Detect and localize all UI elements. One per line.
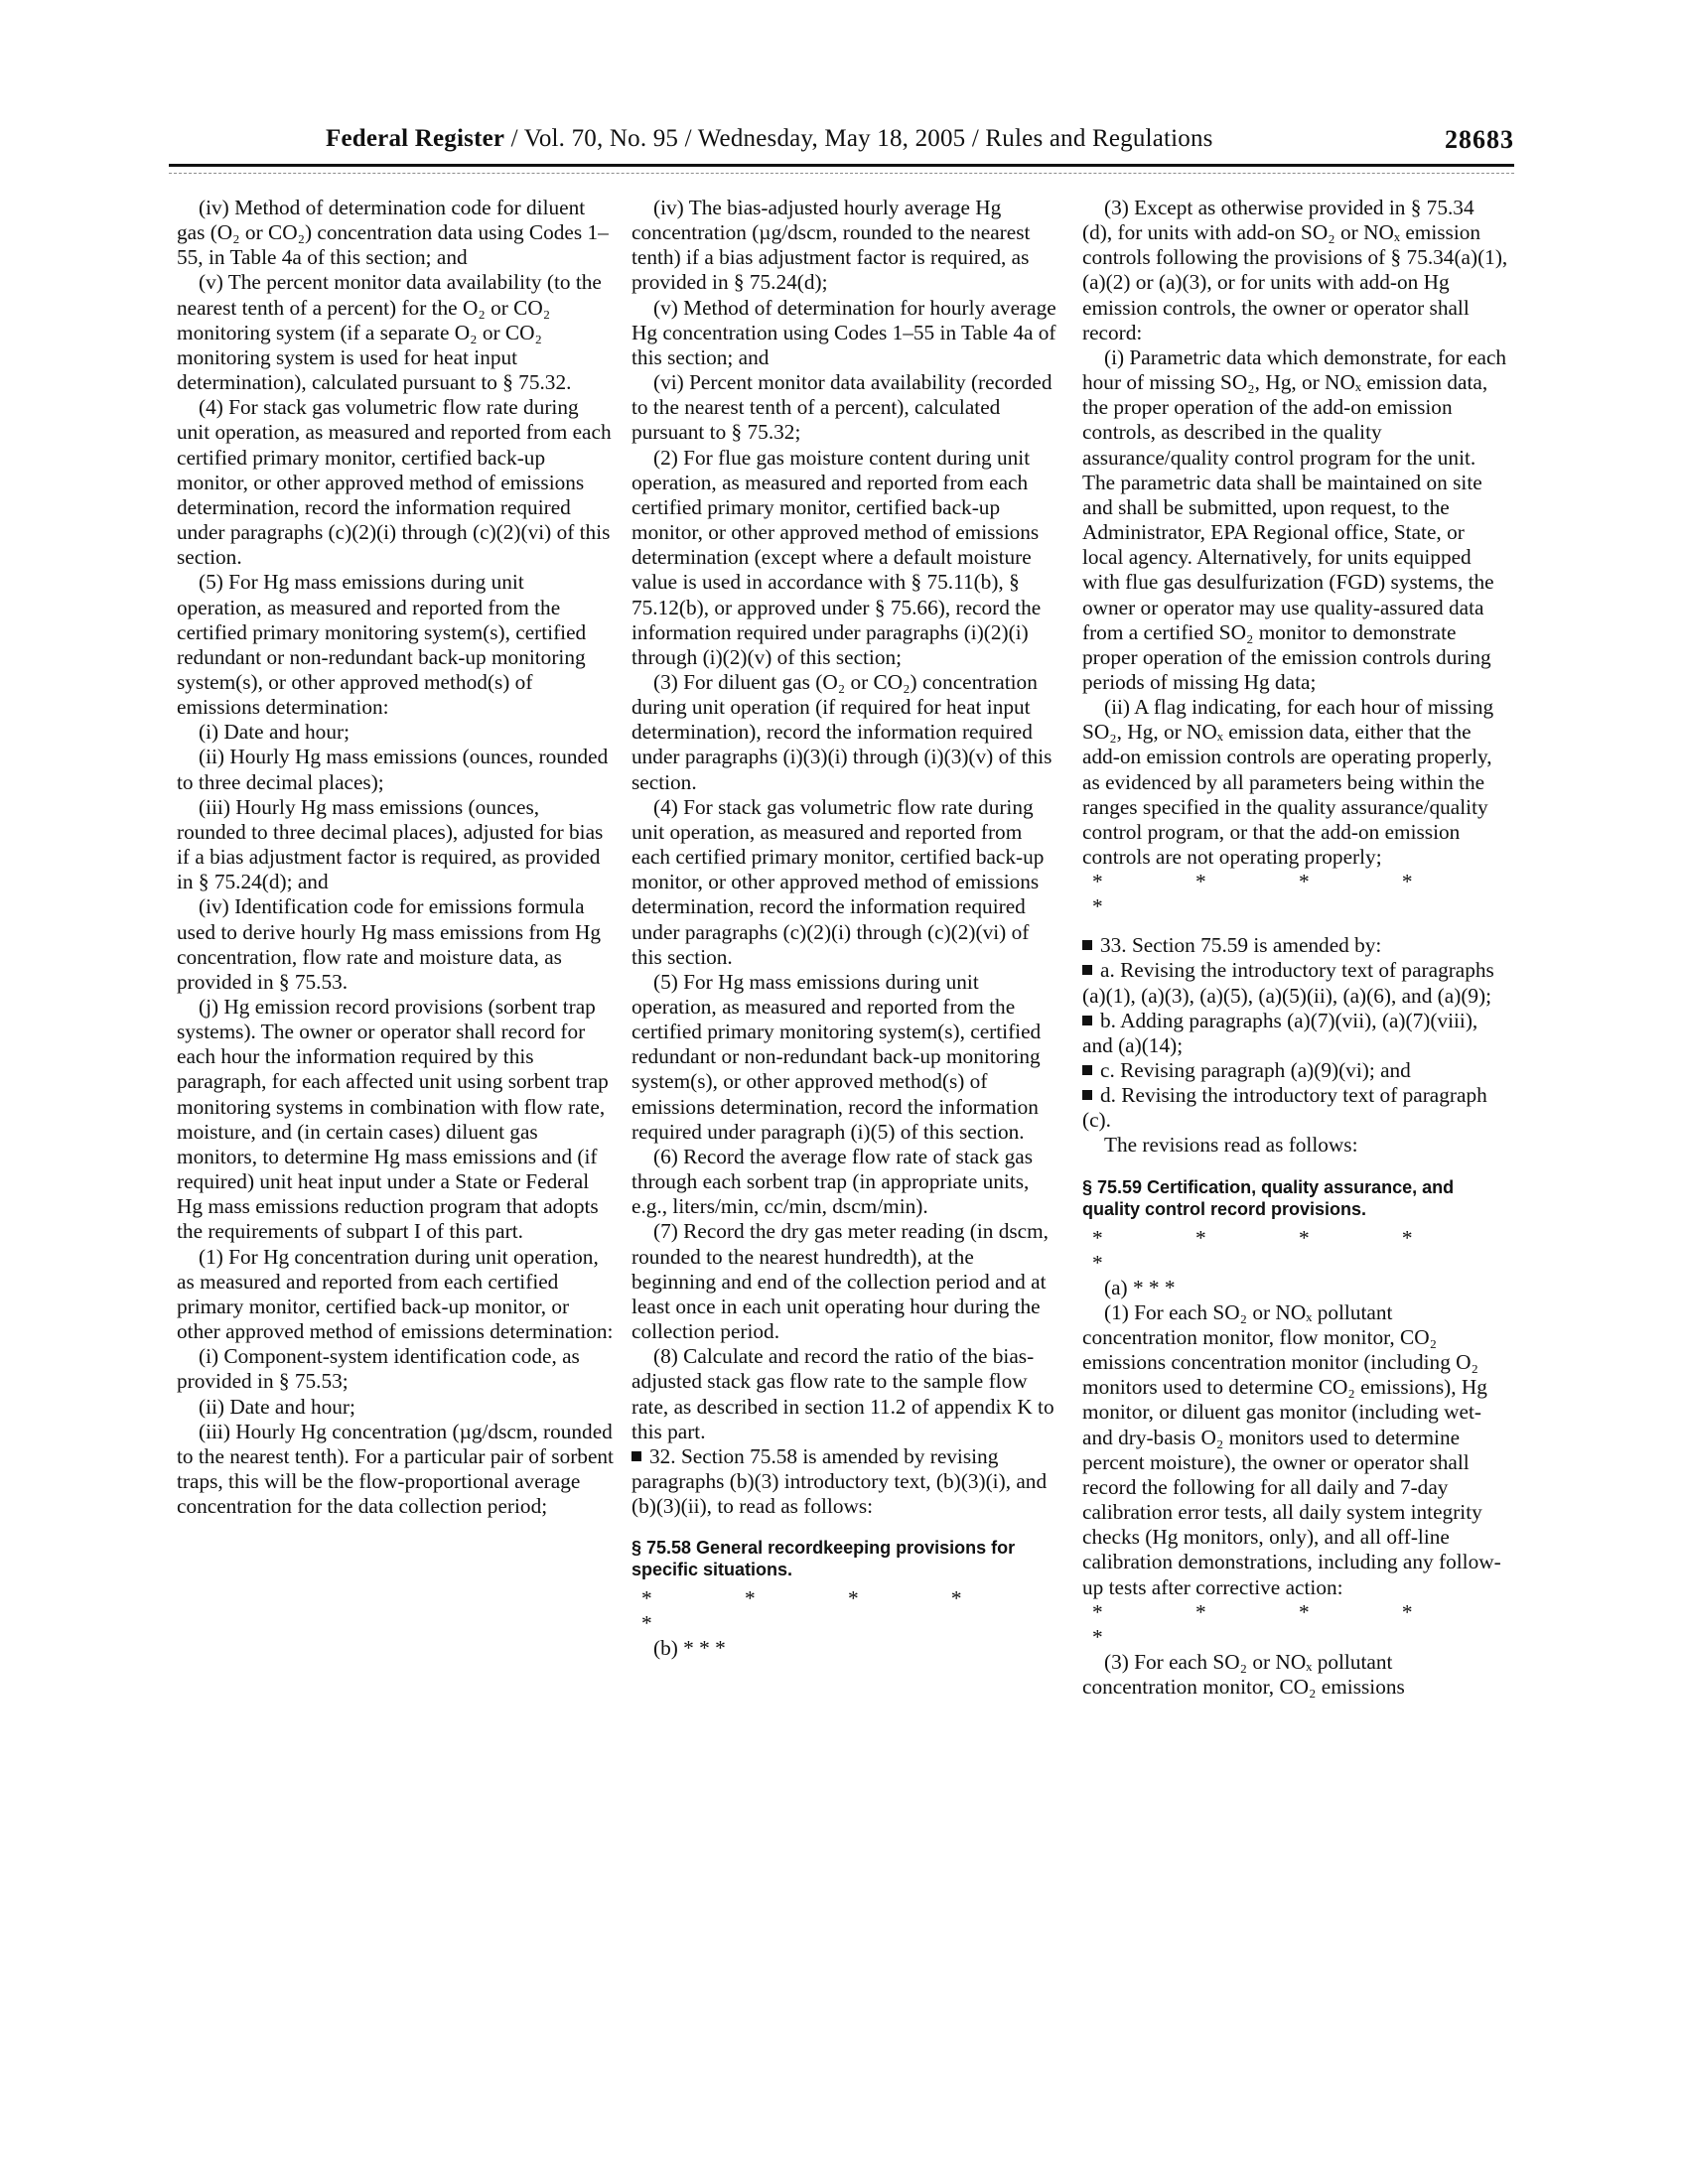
paragraph: (2) For flue gas moisture content during unit operation, as measured and reported from each certified primary monitor, certified back-up monitor, or other approved method of emissions determination (except where a default moisture value is used in accordance with § 75.11(b), § 75.12(b), or approved under § 75.66), record the information required under paragraphs (i)(2)(i) through (i)(2)(v) of this section; [632,445,1042,669]
paragraph: (ii) A flag indicating, for each hour of missing SO₂, Hg, or NOₓ emission data, either that the add-on emission controls are operating properly, as evidenced by all parameters being within the ranges specified in the quality assurance/quality control program, or that the add-on emission controls are not operating properly; [1082,695,1494,870]
paragraph: (ii) Hourly Hg mass emissions (ounces, rounded to three decimal places); [177,745,609,794]
paragraph: (5) For Hg mass emissions during unit operation, as measured and reported from the certified primary monitoring system(s), certified redundant or non-redundant back-up monitoring system(s), or other approved method(s) of emissions determination, record the information required under paragraph (i)(5) of this section. [632,969,1042,1144]
paragraph: The revisions read as follows: [1104,1133,1358,1158]
paragraph: (i) Component-system identification code, as provided in § 75.53; [177,1344,580,1394]
amendment-text: a. Revising the introductory text of paragraphs (a)(1), (a)(3), (a)(5), (a)(5)(ii), (a)(6), and (a)(9); [1082,958,1494,1008]
paragraph: (v) The percent monitor data availability (to the nearest tenth of a percent) for the O₂ or CO₂ monitoring system (if a separate O₂ or CO₂ monitoring system is used for heat input determination), calculated pursuant to § 75.32. [177,270,602,395]
paragraph: (iv) The bias-adjusted hourly average Hg concentration (µg/dscm, rounded to the nearest tenth) if a bias adjustment factor is required, as provided in § 75.24(d); [632,196,1031,295]
amendment-text: d. Revising the introductory text of paragraph (c). [1082,1083,1487,1133]
header-rule-dashed [169,173,1514,175]
paragraph: (5) For Hg mass emissions during unit operation, as measured and reported from the certified primary monitoring system(s), certified redundant or non-redundant back-up monitoring system(s), or other approved method(s) of emissions determination: [177,570,587,720]
paragraph: (iii) Hourly Hg mass emissions (ounces, rounded to three decimal places), adjusted for bias if a bias adjustment factor is required, as provided in § 75.24(d); and [177,794,604,894]
paragraph: (a) * * * [1104,1275,1176,1299]
amendment-instruction [632,1444,1063,1519]
omission-stars: * * * * * [641,1586,1006,1636]
paragraph: (4) For stack gas volumetric flow rate during unit operation, as measured and reported from each certified primary monitor, certified back-up monitor, or other approved method of emissions determination, record the information required under paragraphs (c)(2)(i) through (c)(2)(vi) of this section. [632,794,1045,969]
omission-stars: * * * * * [1092,1599,1457,1649]
paragraph: (1) For Hg concentration during unit operation, as measured and reported from each certified primary monitor, certified back-up monitor, or other approved method of emissions determination: [177,1244,614,1344]
column-1 [177,196,614,1519]
paragraph: (8) Calculate and record the ratio of the bias-adjusted stack gas flow rate to the sample flow rate, as described in section 11.2 of appendix K to this part. [632,1344,1054,1443]
amendment-item [1082,1083,1509,1133]
paragraph: (i) Parametric data which demonstrate, for each hour of missing SO₂, Hg, or NOₓ emission data, the proper operation of the add-on emission controls, as described in the quality assurance/quality control program for the unit. The parametric data shall be maintained on site and shall be submitted, upon request, to the Administrator, EPA Regional office, State, or local agency. Alternatively, for units equipped with flue gas desulfurization (FGD) systems, the owner or operator may use quality-assured data from a certified SO₂ monitor to demonstrate proper operation of the emission controls during periods of missing Hg data; [1082,344,1507,694]
section-heading: § 75.59 Certification, quality assurance, and quality control record provisions. [1082,1176,1455,1219]
omission-stars: * * * * * [1092,1225,1457,1275]
paragraph: (7) Record the dry gas meter reading (in dscm, rounded to the nearest hundredth), at the beginning and end of the collection period and at least once in each unit operating hour during the collection period. [632,1219,1049,1344]
paragraph: (iii) Hourly Hg concentration (µg/dscm, rounded to the nearest tenth). For a particular pair of sorbent traps, this will be the flow-proportional average concentration for the data collection period; [177,1419,614,1519]
paragraph: (vi) Percent monitor data availability (recorded to the nearest tenth of a percent), calculated pursuant to § 75.32; [632,370,1052,445]
paragraph: (3) For each SO₂ or NOₓ pollutant concentration monitor, CO₂ emissions [1082,1649,1405,1699]
bullet-square-icon [1082,1016,1092,1025]
bullet-square-icon [1082,1065,1092,1075]
paragraph: (6) Record the average flow rate of stack gas through each sorbent trap (in appropriate units, e.g., liters/min, cc/min, dscm/min). [632,1144,1033,1219]
paragraph: (b) * * * [653,1636,726,1661]
bullet-square-icon [1082,1090,1092,1100]
paragraph: (j) Hg emission record provisions (sorbent trap systems). The owner or operator shall record for each hour the information required by this paragraph, for each affected unit using sorbent trap monitoring systems in combination with flow rate, moisture, and (in certain cases) diluent gas monitors, to determine Hg mass emissions and (if required) unit heat input under a State or Federal Hg mass emissions reduction program that adopts the requirements of subpart I of this part. [177,995,609,1244]
amendment-text: b. Adding paragraphs (a)(7)(vii), (a)(7)(viii), and (a)(14); [1082,1008,1478,1057]
column-3 [1082,196,1509,1700]
amendment-item [1082,1009,1509,1058]
paragraph: (v) Method of determination for hourly average Hg concentration using Codes 1–55 in Table 4a of this section; and [632,295,1056,369]
paragraph: (3) For diluent gas (O₂ or CO₂) concentration during unit operation (if required for heat input determination), record the information required under paragraphs (i)(3)(i) through (i)(3)(v) of this section. [632,669,1052,794]
page-number: 28683 [1445,125,1514,154]
column-2 [632,196,1063,1661]
amendment-instruction [1082,933,1509,958]
paragraph: (iv) Method of determination code for diluent gas (O₂ or CO₂) concentration data using Codes 1–55, in Table 4a of this section; and [177,196,609,270]
paragraph: (1) For each SO₂ or NOₓ pollutant concentration monitor, flow monitor, CO₂ emissions concentration monitor (including O₂ monitors used to determine CO₂ emissions), Hg monitor, or diluent gas monitor (including wet- and dry-basis O₂ monitors used to determine percent moisture), the owner or operator shall record the following for all daily and 7-day calibration error tests, all daily system integrity checks (Hg monitors, only), and all off-line calibration demonstrations, including any follow-up tests after corrective action: [1082,1299,1501,1599]
amendment-text: 33. Section 75.59 is amended by: [1100,933,1382,958]
bullet-square-icon [1082,965,1092,975]
amendment-text: c. Revising paragraph (a)(9)(vi); and [1100,1058,1411,1082]
omission-stars: * * * * * [1092,870,1457,919]
header-title [326,125,1213,153]
header-issue-info: / Vol. 70, No. 95 / Wednesday, May 18, 2005 / Rules and Regulations [504,125,1213,152]
bullet-square-icon [632,1451,641,1461]
paragraph: (iv) Identification code for emissions formula used to derive hourly Hg mass emissions from Hg concentration, flow rate and moisture data, as provided in § 75.53. [177,894,602,994]
bullet-square-icon [1082,940,1092,950]
spacer [1082,919,1509,933]
paragraph: (ii) Date and hour; [199,1394,355,1419]
header-rule [169,164,1514,167]
paragraph: (3) Except as otherwise provided in § 75.34 (d), for units with add-on SO₂ or NOₓ emission controls following the provisions of § 75.34(a)(1), (a)(2) or (a)(3), or for units with add-on Hg emission controls, the owner or operator shall record: [1082,196,1508,344]
paragraph: (4) For stack gas volumetric flow rate during unit operation, as measured and reported from each certified primary monitor, certified back-up monitor, or other approved method of emissions determination, record the information required under paragraphs (c)(2)(i) through (c)(2)(vi) of this section. [177,395,612,570]
page-header [169,125,1514,165]
header-brand: Federal Register [326,125,505,152]
amendment-item [1082,958,1509,1008]
amendment-text: 32. Section 75.58 is amended by revising paragraphs (b)(3) introductory text, (b)(3)(i), and (b)(3)(ii), to read as follows: [632,1443,1048,1519]
amendment-item [1082,1058,1509,1083]
section-heading: § 75.58 General recordkeeping provisions for specific situations. [632,1538,1016,1580]
paragraph: (i) Date and hour; [199,720,350,745]
